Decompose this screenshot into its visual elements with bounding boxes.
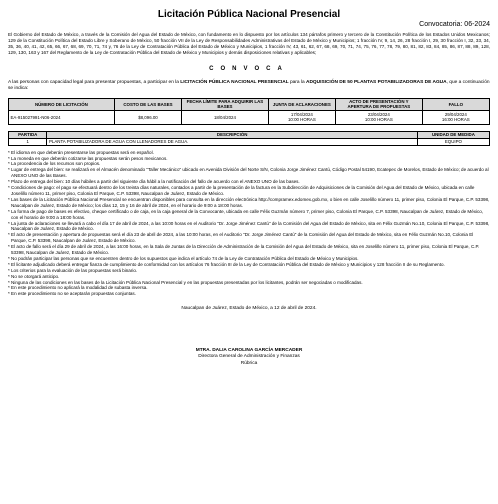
items-table	[8, 131, 490, 146]
item-unit: EQUIPO	[417, 138, 489, 145]
list-item: * El licitante adjudicado deberá entregar fianza de cumplimiento de conformidad con los artículos 76 fracción III de la Ley de Contratación Pública del Estado de México y Municipios y 128 fracción II de su Reglamento.	[8, 261, 445, 267]
table-row	[9, 110, 490, 124]
column-header: ACTO DE PRESENTACIÓN Y APERTURA DE PROPUESTAS	[336, 98, 423, 110]
column-header: FALLO	[422, 98, 489, 110]
column-header: PARTIDA	[9, 131, 47, 138]
signatory-rubrica: Rúbrica	[240, 360, 258, 366]
list-item: * La forma de pago de bases es efectivo, cheque certificado o de caja, en la caja general de la Convocante, ubicada en calle Félix Guzmán número 7, primer piso, Colonia El Parque, C.P. 53398, Naucalpan de Juárez, Estado de México, con el horario de 9:00 a 18:00 horas.	[8, 208, 484, 220]
column-header: UNIDAD DE MEDIDA	[417, 131, 489, 138]
list-item: * La moneda en que deberán cotizarse las propuestas serán pesos mexicanos.	[8, 155, 168, 161]
invitation-bold-1: LICITACIÓN PÚBLICA NACIONAL PRESENCIAL	[180, 79, 289, 85]
clarification-meeting	[268, 110, 335, 124]
bases-cost: $8,096.00	[114, 110, 181, 124]
ruling	[422, 110, 489, 124]
column-header: DESCRIPCIÓN	[47, 131, 417, 138]
place-and-date: Naucalpan de Juárez, Estado de México, a 12 de abril de 2024.	[181, 306, 317, 312]
opening-time: 10:00 HORAS	[364, 117, 393, 123]
table-header-row	[9, 98, 490, 110]
ruling-date: 29/04/2024	[444, 112, 467, 118]
item-description: PLANTA POTABILIZADORA DE AGUA CON LLENADORES DE AGUA.	[47, 138, 417, 145]
list-item: * Plazo de entrega del bien: 10 días hábiles a partir del siguiente día hábil a la notificación del fallo de acuerdo con el ANEXO UNO de las bases.	[8, 179, 300, 185]
notice-title: Licitación Pública Nacional Presencial	[157, 9, 341, 20]
column-header: NÚMERO DE LICITACIÓN	[9, 98, 115, 110]
list-item: * No se otorgará anticipo.	[8, 273, 60, 279]
list-item: * En este procedimiento no aplicará la modalidad de subasta inversa.	[8, 285, 148, 291]
table-header-row	[9, 131, 490, 138]
list-item: * No podrán participar las personas que se encuentren dentro de los supuestos que indica el artículo 74 de la Ley de Contratación Pública del Estado de México y Municipios.	[8, 255, 359, 261]
column-header: COSTO DE LAS BASES	[114, 98, 181, 110]
list-item: * La procedencia de los recursos son propios.	[8, 161, 101, 167]
signatory-name: MTRA. DALIA CAROLINA GARCÍA MERCADER	[195, 348, 303, 354]
table-row	[9, 138, 490, 145]
convocatoria-number: Convocatoria: 06-2024	[419, 21, 490, 28]
opening-date: 23/04/2024	[367, 112, 390, 118]
signatory-position: Directora General de Administración y Finanzas	[198, 354, 300, 360]
invitation-text-2: para la	[288, 79, 306, 85]
tender-schedule-table	[8, 98, 490, 125]
proposal-opening	[336, 110, 423, 124]
list-item: * El acto de fallo será el día 29 de abril de 2024, a las 16:00 horas, en la Sala de Juntas de la Dirección de Administración de la Comisión del Agua del Estado de México, sita en Joselillo número 11, primer piso, Colonia El Parque, C.P. 53398, Naucalpan de Juárez, Estado de México.	[8, 244, 480, 256]
signature-block	[8, 348, 490, 367]
invitation-text-1: A las personas con capacidad legal para presentar propuestas, a participar en la	[8, 79, 181, 85]
list-item: * La junta de aclaraciones se llevará a cabo el día 17 de abril de 2024, a las 10:00 horas en el Auditorio "Dr. Jorge Jiménez Cantú" de la Comisión del Agua del Estado de México, sita en Félix Guzmán No.10, Colonia El Parque, C.P. 53398, Naucalpan de Juárez, Estado de México.	[8, 220, 490, 232]
list-item: * Condiciones de pago: el pago se efectuará dentro de los treinta días naturales, contados a partir de la presentación de la factura en la Subdirección de Adquisiciones de la Comisión del Agua del Estado de México, ubicada en calle Joselillo número 11, primer piso, Colonia El Parque, C.P. 53398, Naucalpan de Juárez, Estado de México.	[8, 185, 475, 196]
ruling-time: 16:00 HORAS	[441, 117, 470, 123]
invitation-bold-2: ADQUISICIÓN DE 50 PLANTAS POTABILIZADORAS DE AGUA	[305, 79, 447, 85]
invitation-text-3: , que a continuación se indica:	[8, 79, 490, 91]
list-item: * En este procedimiento no se aceptarán propuestas conjuntas.	[8, 291, 136, 297]
column-header: FECHA LÍMITE PARA ADQUIRIR LAS BASES	[182, 98, 269, 110]
list-item: * El acto de presentación y apertura de propuestas será el día 23 de abril de 2024, a las 10:00 horas, en el Auditorio "Dr. Jorge Jiménez Cantú" de la Comisión del Agua del Estado de México, sita en Félix Guzmán No.10, Colonia El Parque, C.P. 53398, Naucalpan de Juárez, Estado de México.	[8, 232, 474, 244]
clarification-date: 17/04/2024	[290, 112, 313, 118]
intro-paragraph: El Gobierno del Estado de México, a través de la Comisión del Agua del Estado de México, con fundamento en lo dispuesto por los artículos 134 párrafos primero y tercero de la Constitución Política de los Estados Unidos Mexicanos; 129 de la Constitución Política del Estado Libre y Soberano de México, 50 fracción VII de la Ley de Responsabilidades Administrativas del Estado de México y Municipios; 1 fracción IV, 9, 14, 26, 28 fracción I, 29, 30 fracción I, 32, 33, 34, 35, 36, 40, 41, 42, 65, 66, 67, 68, 69, 70, 71, 74 y, 76 de la Ley de Contratación Pública del Estado de México y Municipios, 1 fracción IV, 43, 61, 62, 67, 68, 69, 70, 71, 74, 75, 76, 77, 78, 79, 80, 81, 82, 83, 84, 85, 86, 87, 88, 89, 128, 129, 130, 163 y 167 del Reglamento de la Ley de Contratación Pública del Estado de México y Municipios y demás disposiciones relativas y aplicables;	[8, 32, 490, 55]
bases-deadline: 18/04/2024	[182, 110, 269, 124]
list-item: * Los criterios para la evaluación de las propuestas será binario.	[8, 267, 138, 273]
list-item: * Las bases de la Licitación Pública Nacional Presencial se encuentran disponibles para consulta en la dirección electrónica http://compramex.edomex.gob.mx, o bien en calle Joselillo número 11, primer piso, Colonia El Parque, C.P. 53398, Naucalpan de Juárez, Estado de México; los días 12, 15 y 16 de abril de 2024, en el horario de 9:00 a 18:00 horas.	[8, 196, 490, 208]
invitation-paragraph	[8, 80, 490, 92]
clarification-time: 10:00 HORAS	[287, 117, 316, 123]
list-item: * El idioma en que deberán presentarse las propuestas será en español.	[8, 149, 154, 155]
list-item: * Ninguna de las condiciones en las bases de la Licitación Pública Nacional Presencial y en las propuestas presentadas por los licitantes, podrán ser negociadas o modificadas.	[8, 279, 363, 285]
item-partida: 1	[9, 138, 47, 145]
column-header: JUNTA DE ACLARACIONES	[268, 98, 335, 110]
convoca-heading: CONVOCA	[209, 65, 289, 72]
list-item: * Lugar de entrega del bien: se realizará en el Almacén denominado "Taller Mecánico" ubicado en Avenida División del Norte S/N, Colonia Jorge Jiménez Cantú, Código Postal 54190, Ecatepec de Morelos, Estado de México; de acuerdo al ANEXO UNO de las Bases.	[8, 167, 489, 179]
tender-number: EA-915027991-N06-2024	[9, 110, 115, 124]
conditions-list	[8, 150, 490, 298]
